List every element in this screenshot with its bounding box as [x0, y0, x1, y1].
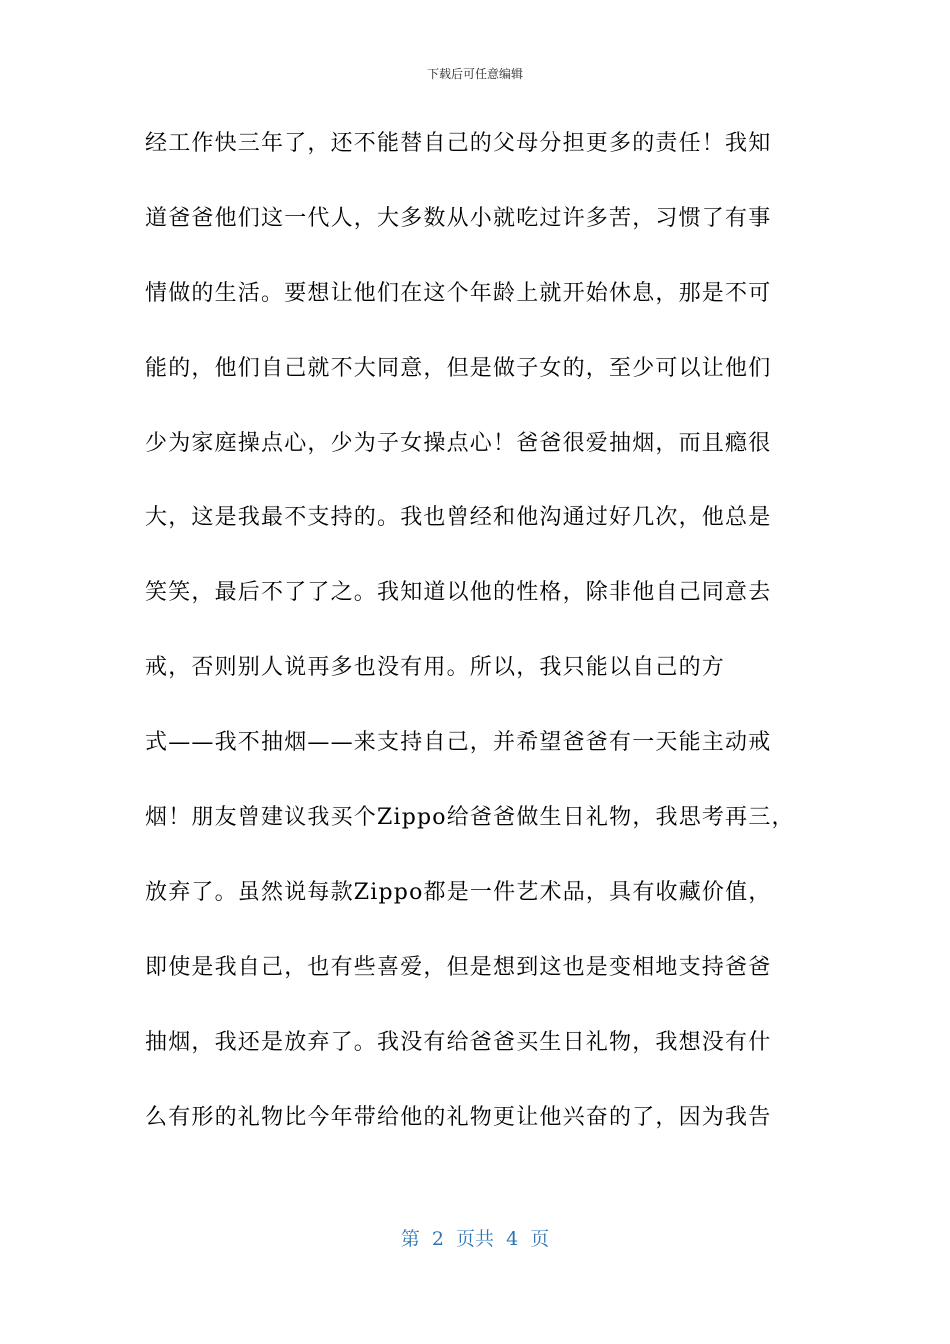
body-line-2: 道爸爸他们这一代人，大多数从小就吃过许多苦，习惯了有事: [145, 205, 772, 231]
page-number-footer: 第 2 页共 4 页: [400, 1228, 550, 1250]
body-line-7: 笑笑，最后不了了之。我知道以他的性格，除非他自己同意去: [145, 580, 772, 606]
body-line-1: 经工作快三年了，还不能替自己的父母分担更多的责任！我知: [145, 131, 772, 156]
body-line-11: 放弃了。虽然说每款Zippo都是一件艺术品，具有收藏价值，: [145, 879, 772, 905]
body-line-5: 少为家庭操点心，少为子女操点心！爸爸很爱抽烟，而且瘾很: [145, 430, 772, 456]
body-line-3: 情做的生活。要想让他们在这个年龄上就开始休息，那是不可: [145, 280, 772, 306]
page-header: 下载后可任意编辑: [426, 67, 523, 81]
body-line-4: 能的，他们自己就不大同意，但是做子女的，至少可以让他们: [145, 355, 772, 381]
body-line-8: 戒，否则别人说再多也没有用。所以，我只能以自己的方: [145, 655, 726, 681]
body-line-10: 烟！朋友曾建议我买个Zippo给爸爸做生日礼物，我思考再三，: [145, 805, 795, 831]
document-body: [145, 126, 810, 1174]
body-line-6: 大，这是我最不支持的。我也曾经和他沟通过好几次，他总是: [145, 505, 772, 531]
body-line-9: 式——我不抽烟——来支持自己，并希望爸爸有一天能主动戒: [145, 730, 772, 756]
body-line-13: 抽烟，我还是放弃了。我没有给爸爸买生日礼物，我想没有什: [145, 1029, 772, 1055]
body-line-12: 即使是我自己，也有些喜爱，但是想到这也是变相地支持爸爸: [145, 954, 772, 980]
body-line-14: 么有形的礼物比今年带给他的礼物更让他兴奋的了，因为我告: [145, 1104, 772, 1130]
